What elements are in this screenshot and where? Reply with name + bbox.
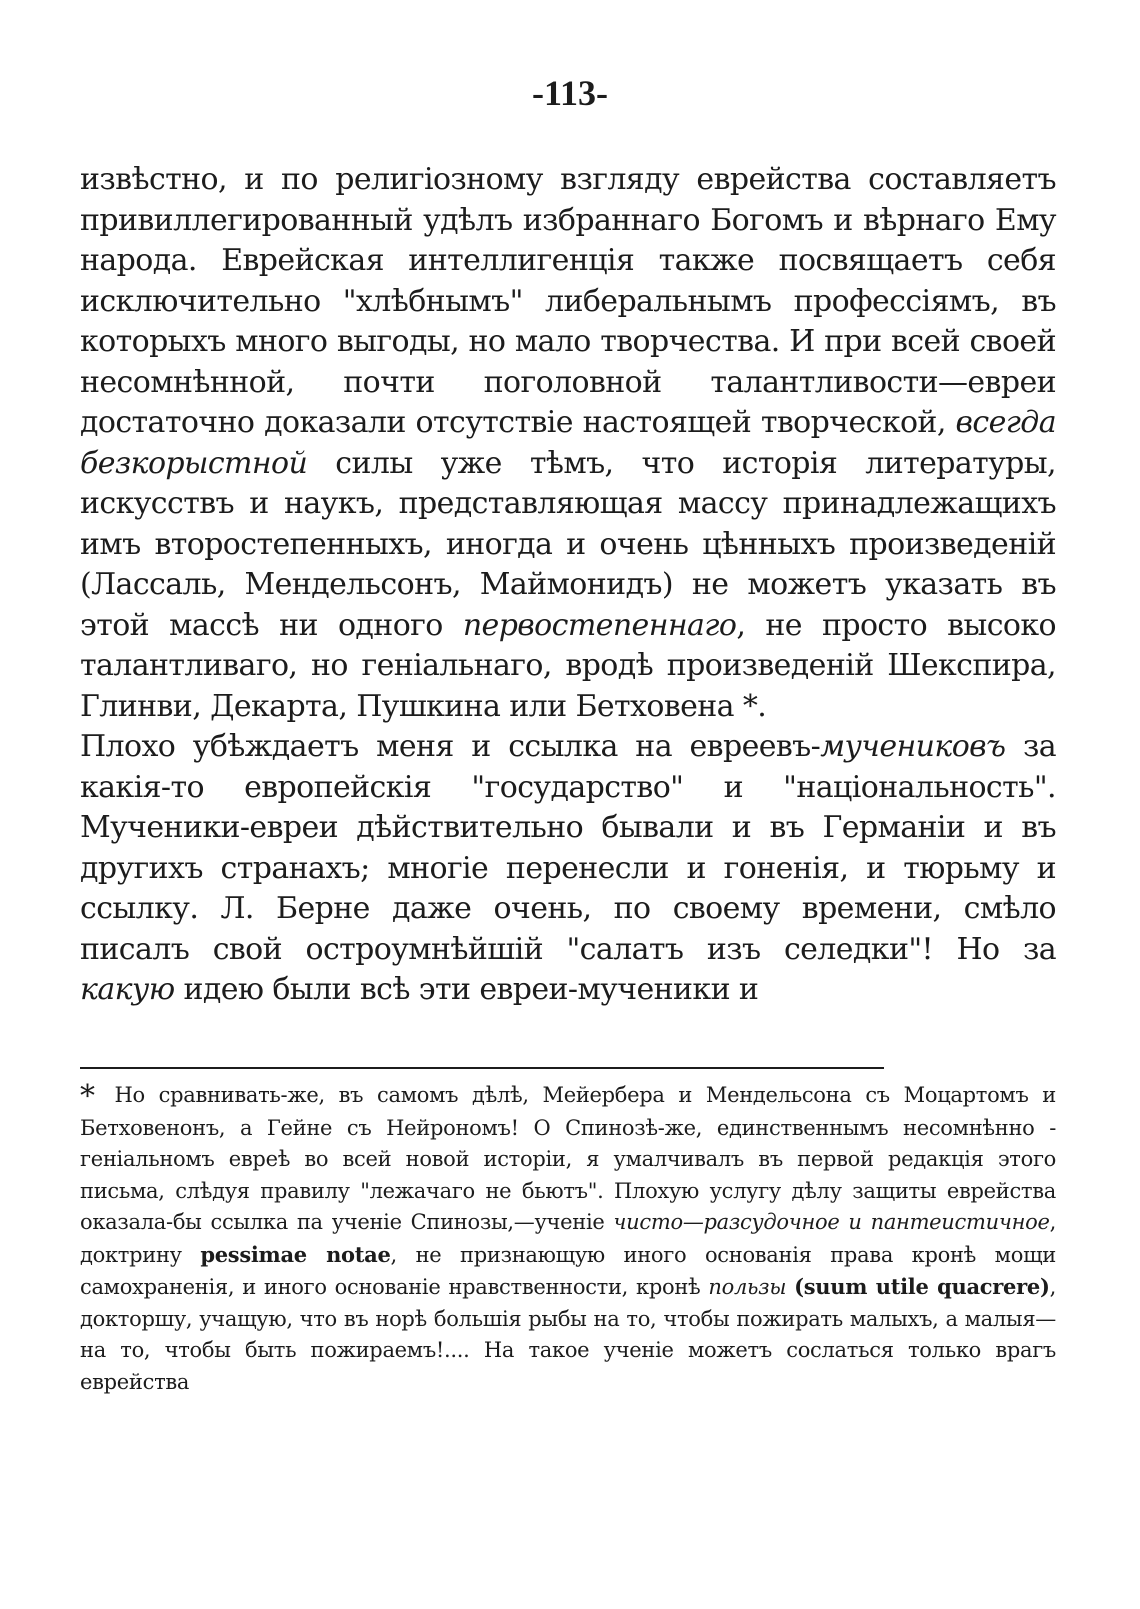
paragraph-2-text-2: за какія-то европейскія "государство" и "національность". Мученики-евреи дѣйствительно бывали и въ Германіи и въ другихъ странахъ; многіе перенесли и гоненія, и тюрьму и ссылку. Л. Берне даже очень, по своему времени, смѣло писалъ свой остроумнѣйшій "салатъ изъ селедки"! Но за (80, 729, 1057, 967)
paragraph-2-text-1: Плохо убѣждаетъ меня и ссылка на евреевъ- (80, 729, 821, 764)
footnote-bold-1: pessimae notae (200, 1241, 391, 1267)
paragraph-2-italic-1: мучениковъ (820, 729, 1006, 764)
paragraph-1-text-1: извѣстно, и по религіозному взгляду еврейства составляетъ привиллегированный удѣлъ избраннаго Богомъ и вѣрнаго Ему народа. Еврейская интеллигенція также посвящаетъ себя исключительно "хлѣбнымъ" либеральнымъ профессіямъ, въ которыхъ много выгоды, но мало творчества. И при всей своей несомнѣнной, почти поголовной талантливости—евреи достаточно доказали отсутствіе настоящей творческой, (80, 162, 1056, 440)
footnote-bold-2: (suum utile quacrere) (794, 1274, 1050, 1299)
paragraph-2-italic-2: какую (80, 972, 175, 1007)
footnote-paragraph (80, 1080, 1056, 1398)
footnote-divider (80, 1067, 884, 1069)
paragraph-2 (80, 727, 1056, 1011)
footnote-marker: * (80, 1079, 95, 1114)
paragraph-2-text-3: идею были всѣ эти евреи-мученики и (174, 972, 759, 1007)
page-number: -113- (532, 73, 608, 113)
paragraph-1 (80, 160, 1056, 727)
footnote-text-4 (786, 1275, 794, 1299)
footnote-text-3: , не признающую иного основанія права кронѣ мощи самохраненія, и иного основаніе нравственности, кронѣ (80, 1242, 1056, 1299)
paragraph-1-text-3: , не просто высоко талантливаго, но геніальнаго, вродѣ произведеній Шекспира, Глинви, Декарта, Пушкина или Бетховена *. (80, 607, 1056, 724)
footnote-text-2: , доктрину (80, 1210, 1056, 1267)
paragraph-1-italic-1: всегда безкорыстной (80, 405, 1056, 481)
paragraph-1-italic-2: первостепеннаго (462, 607, 737, 643)
footnote-text-1: Но сравнивать-же, въ самомъ дѣлѣ, Мейербера и Мендельсона съ Моцартомъ и Бетховенонъ, а Гейне съ Нейрономъ! О Спинозѣ-же, единственнымъ несомнѣнно - геніальномъ евреѣ во всей новой исторіи, я умалчивалъ въ первой редакція этого письма, слѣдуя правилу "лежачаго не бьютъ". Плохую услугу дѣлу защиты еврейства оказала-бы ссылка па ученіе Спинозы,—ученіе (80, 1083, 1056, 1234)
main-text (80, 160, 1056, 1011)
footnote-italic-1: чисто—разсудочное и пантеистичное (613, 1210, 1050, 1234)
footnote-italic-2: пользы (708, 1275, 787, 1299)
paragraph-1-text-2: силы уже тѣмъ, что исторія литературы, искусствъ и наукъ, представляющая массу принадлежащихъ имъ второстепенныхъ, иногда и очень цѣнныхъ произведеній (Лассаль, Мендельсонъ, Маймонидъ) не можетъ указать въ этой массѣ ни одного (80, 445, 1056, 643)
footnote (80, 1080, 1056, 1398)
footnote-text-5: , доктоpшу, учащую, что въ норѣ большія рыбы на то, чтобы пожирать малыхъ, а малыя— на то, чтобы быть пожираемъ!.... На такое ученіе можетъ сослаться только врагъ еврейства (80, 1275, 1056, 1394)
